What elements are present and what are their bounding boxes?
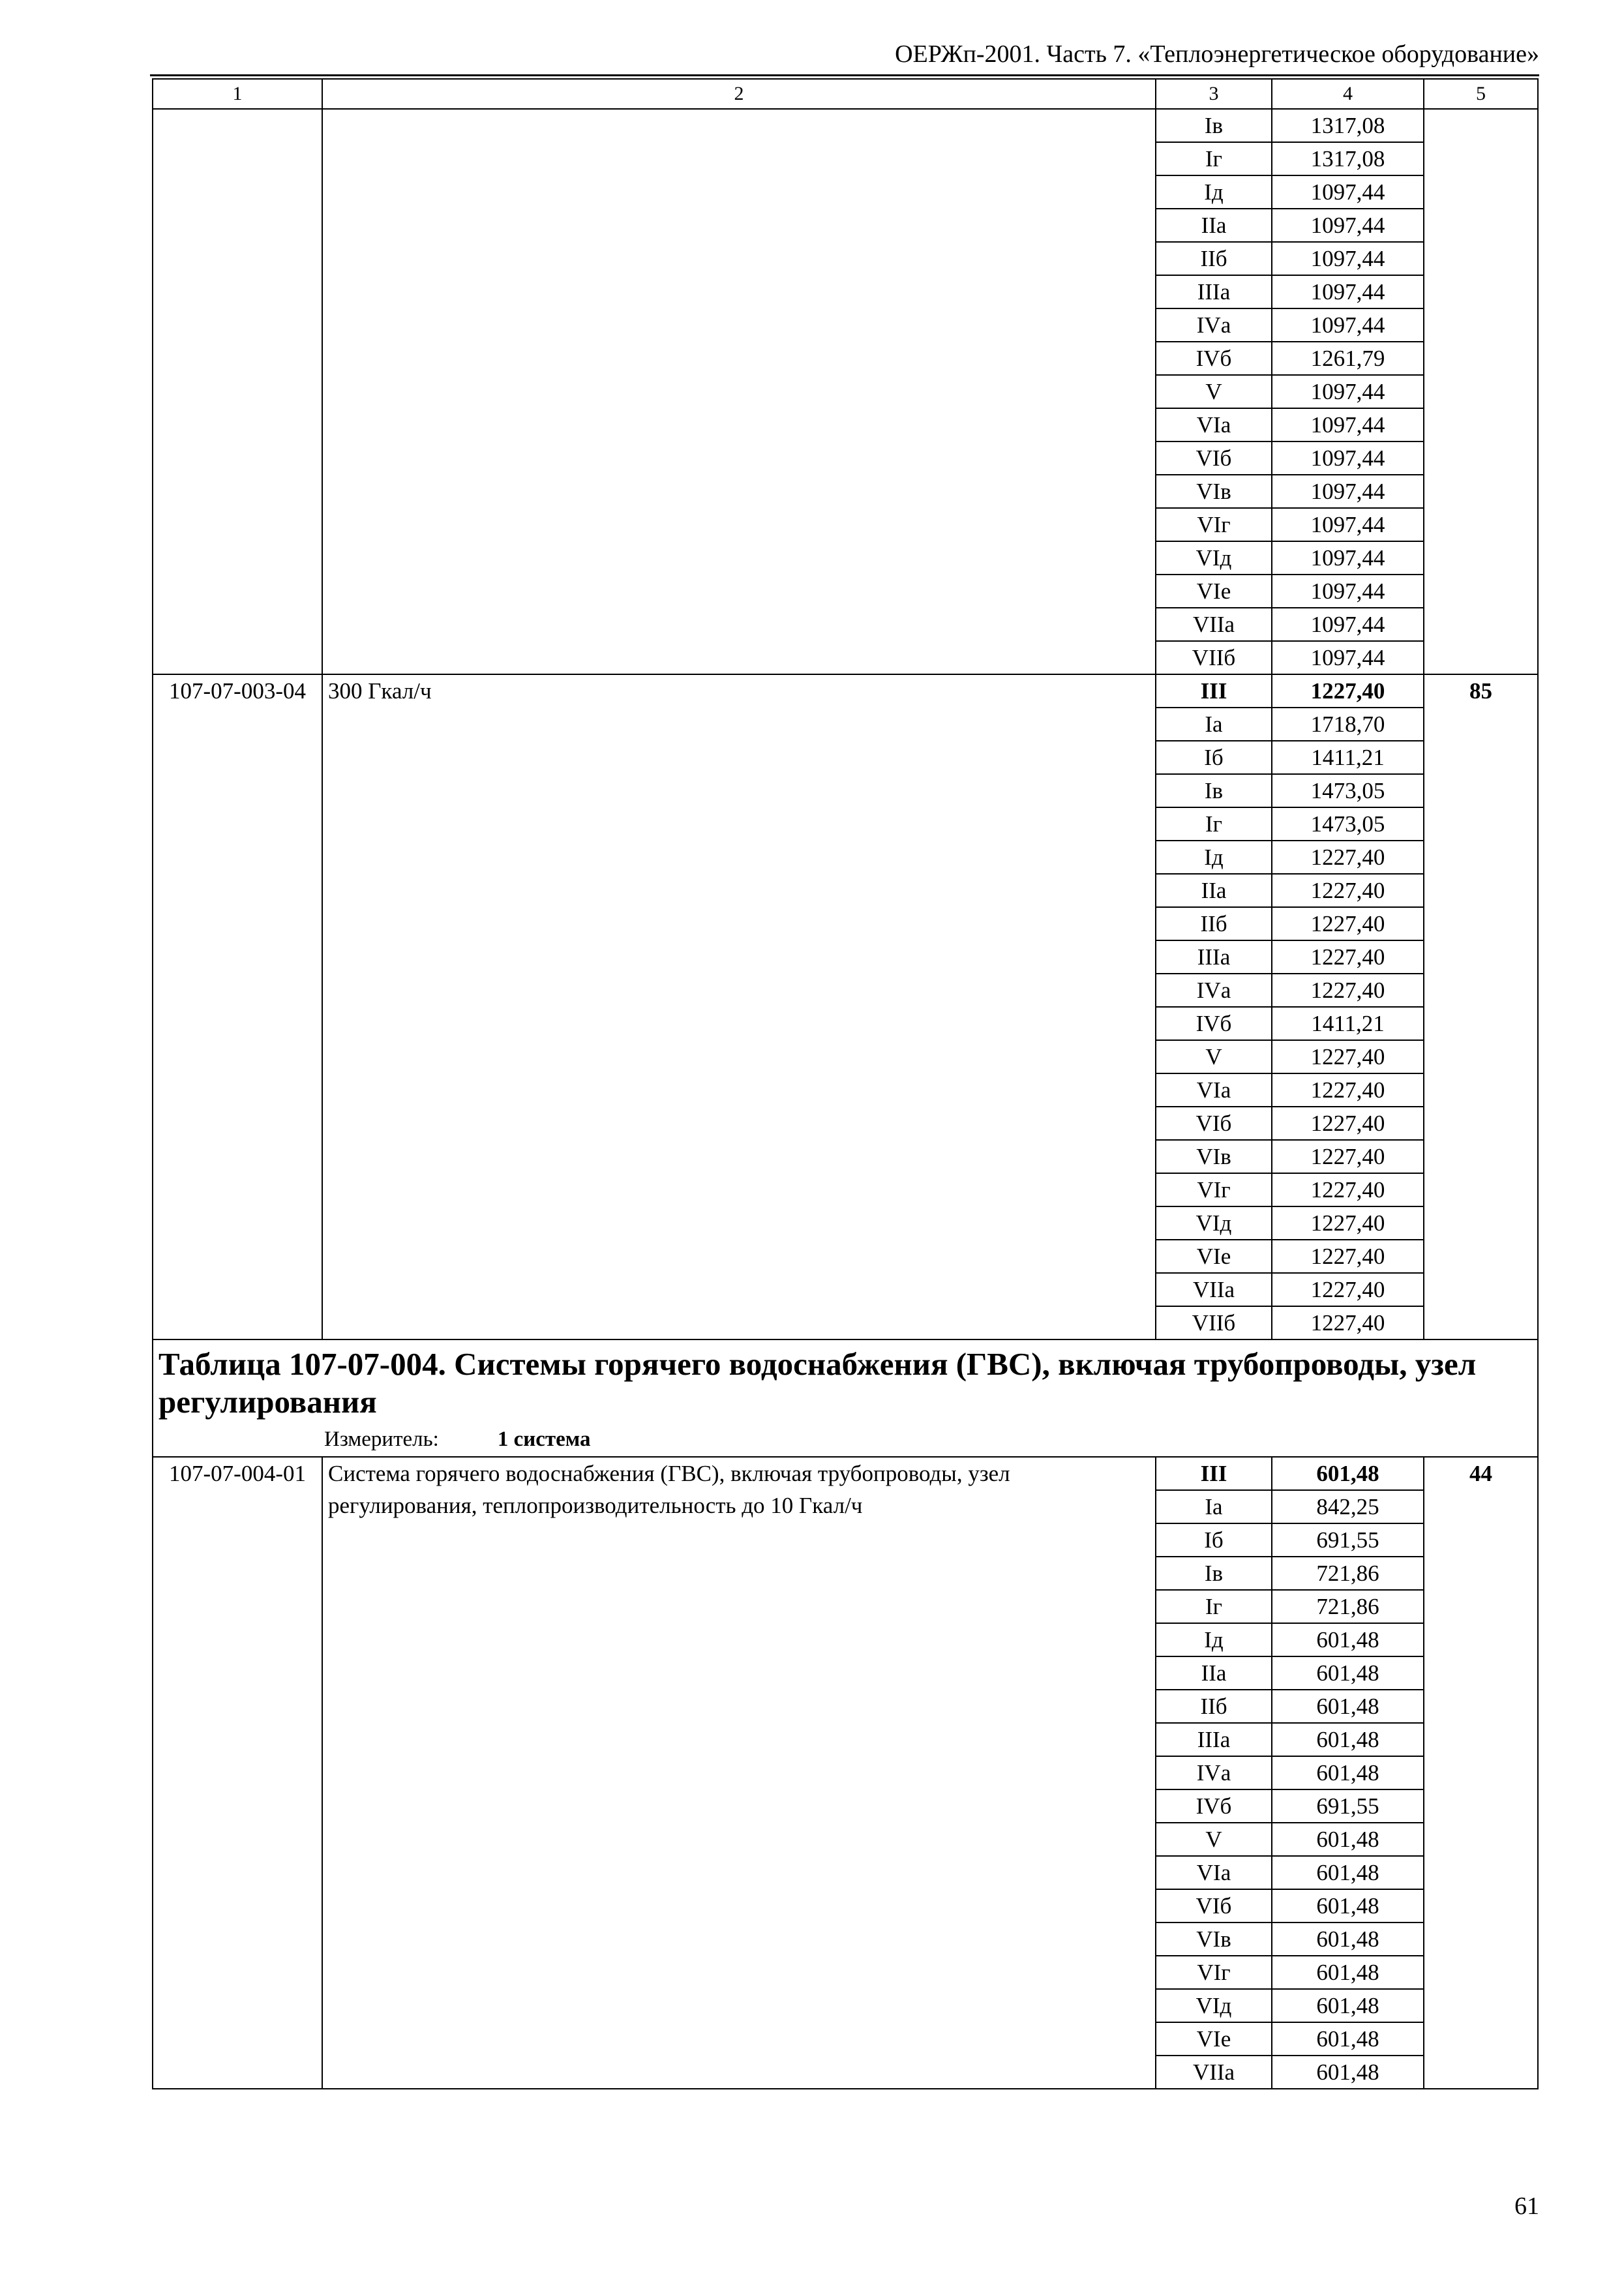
price-cell: 1097,44 <box>1272 641 1424 674</box>
zone-cell: Iд <box>1156 841 1272 874</box>
zone-cell: IVб <box>1156 342 1272 375</box>
price-cell: 601,48 <box>1272 1457 1424 1490</box>
table-title: Таблица 107-07-004. Системы горячего водоснабжения (ГВС), включая трубопроводы, узел регулирования <box>158 1346 1477 1420</box>
price-cell: 1097,44 <box>1272 175 1424 209</box>
price-cell: 1473,05 <box>1272 774 1424 807</box>
zone-cell: Iб <box>1156 1523 1272 1557</box>
price-cell: 1227,40 <box>1272 1306 1424 1339</box>
measurer-value: 1 система <box>497 1428 591 1451</box>
price-table <box>152 78 1539 2089</box>
price-cell: 601,48 <box>1272 2022 1424 2056</box>
price-cell: 721,86 <box>1272 1557 1424 1590</box>
price-cell: 1097,44 <box>1272 441 1424 475</box>
rate-description: Система горячего водоснабжения (ГВС), включая трубопроводы, узел регулирования, теплопроизводительность до 10 Гкал/ч <box>322 1457 1156 2089</box>
zone-cell: VIг <box>1156 1956 1272 1989</box>
zone-cell: Iд <box>1156 1623 1272 1656</box>
zone-cell: VIб <box>1156 1889 1272 1922</box>
price-cell: 1473,05 <box>1272 807 1424 841</box>
rate-code: 107-07-004-01 <box>153 1457 322 2089</box>
price-cell: 601,48 <box>1272 1856 1424 1889</box>
price-cell: 1097,44 <box>1272 275 1424 308</box>
price-cell: 601,48 <box>1272 1922 1424 1956</box>
zone-cell: VIд <box>1156 1206 1272 1240</box>
zone-cell: Iд <box>1156 175 1272 209</box>
zone-cell: Iа <box>1156 1490 1272 1523</box>
price-cell: 1097,44 <box>1272 308 1424 342</box>
price-cell: 721,86 <box>1272 1590 1424 1623</box>
column-number-row <box>153 79 1538 109</box>
price-cell: 601,48 <box>1272 1756 1424 1789</box>
zone-cell: VIIа <box>1156 608 1272 641</box>
zone-cell: VIе <box>1156 1240 1272 1273</box>
price-cell: 1097,44 <box>1272 608 1424 641</box>
price-cell: 1227,40 <box>1272 974 1424 1007</box>
page-number: 61 <box>1514 2192 1539 2220</box>
price-cell: 1227,40 <box>1272 1040 1424 1073</box>
zone-cell: IIа <box>1156 1656 1272 1690</box>
zone-cell: VIб <box>1156 441 1272 475</box>
zone-cell: VIIб <box>1156 1306 1272 1339</box>
measurer-line <box>153 1421 1537 1456</box>
zone-cell: VIIб <box>1156 641 1272 674</box>
zone-cell: VIд <box>1156 541 1272 575</box>
price-cell: 1097,44 <box>1272 209 1424 242</box>
zone-cell: IIIа <box>1156 940 1272 974</box>
price-cell: 1411,21 <box>1272 741 1424 774</box>
measurer-label: Измеритель: <box>324 1428 439 1451</box>
running-header: ОЕРЖп-2001. Часть 7. «Теплоэнергетическое оборудование» <box>895 40 1539 68</box>
zone-cell: IIIа <box>1156 275 1272 308</box>
price-cell: 1097,44 <box>1272 408 1424 441</box>
zone-cell: Iа <box>1156 708 1272 741</box>
zone-cell: Iв <box>1156 1557 1272 1590</box>
table-row <box>153 674 1538 708</box>
price-cell: 1097,44 <box>1272 375 1424 408</box>
price-cell: 601,48 <box>1272 1989 1424 2022</box>
zone-cell: Iг <box>1156 142 1272 175</box>
labor-cell: 44 <box>1424 1457 1538 2089</box>
price-cell: 1097,44 <box>1272 575 1424 608</box>
rate-description: 300 Гкал/ч <box>322 674 1156 1339</box>
zone-cell: IVа <box>1156 974 1272 1007</box>
zone-cell: Iв <box>1156 109 1272 142</box>
zone-cell: IVб <box>1156 1789 1272 1823</box>
zone-cell: VIа <box>1156 408 1272 441</box>
price-cell: 1227,40 <box>1272 1173 1424 1206</box>
rate-code <box>153 109 322 674</box>
zone-cell: IVа <box>1156 1756 1272 1789</box>
zone-cell: III <box>1156 1457 1272 1490</box>
price-cell: 1227,40 <box>1272 1206 1424 1240</box>
zone-cell: VIа <box>1156 1856 1272 1889</box>
zone-cell: IIIа <box>1156 1723 1272 1756</box>
rate-code: 107-07-003-04 <box>153 674 322 1339</box>
price-cell: 1227,40 <box>1272 1273 1424 1306</box>
price-cell: 1227,40 <box>1272 1140 1424 1173</box>
price-cell: 601,48 <box>1272 2056 1424 2089</box>
price-cell: 601,48 <box>1272 1823 1424 1856</box>
price-cell: 1411,21 <box>1272 1007 1424 1040</box>
labor-cell: 85 <box>1424 674 1538 1339</box>
zone-cell: VIб <box>1156 1107 1272 1140</box>
table-body <box>153 79 1538 2089</box>
price-cell: 842,25 <box>1272 1490 1424 1523</box>
zone-cell: VIIа <box>1156 1273 1272 1306</box>
price-cell: 1227,40 <box>1272 1107 1424 1140</box>
price-cell: 1227,40 <box>1272 907 1424 940</box>
price-cell: 1317,08 <box>1272 109 1424 142</box>
price-cell: 691,55 <box>1272 1523 1424 1557</box>
zone-cell: IIа <box>1156 874 1272 907</box>
price-cell: 1097,44 <box>1272 475 1424 508</box>
zone-cell: VIа <box>1156 1073 1272 1107</box>
rate-description <box>322 109 1156 674</box>
price-cell: 1097,44 <box>1272 541 1424 575</box>
zone-cell: VIв <box>1156 1140 1272 1173</box>
zone-cell: Iг <box>1156 1590 1272 1623</box>
price-cell: 1227,40 <box>1272 674 1424 708</box>
zone-cell: VIд <box>1156 1989 1272 2022</box>
price-cell: 601,48 <box>1272 1889 1424 1922</box>
price-cell: 601,48 <box>1272 1723 1424 1756</box>
price-cell: 601,48 <box>1272 1656 1424 1690</box>
zone-cell: IIа <box>1156 209 1272 242</box>
column-number: 5 <box>1424 79 1538 109</box>
zone-cell: VIIа <box>1156 2056 1272 2089</box>
price-cell: 1227,40 <box>1272 1073 1424 1107</box>
price-cell: 691,55 <box>1272 1789 1424 1823</box>
labor-cell <box>1424 109 1538 674</box>
header-rule <box>150 74 1539 76</box>
zone-cell: Iб <box>1156 741 1272 774</box>
zone-cell: III <box>1156 674 1272 708</box>
price-cell: 601,48 <box>1272 1956 1424 1989</box>
zone-cell: Iг <box>1156 807 1272 841</box>
zone-cell: IIб <box>1156 907 1272 940</box>
zone-cell: IVб <box>1156 1007 1272 1040</box>
zone-cell: VIг <box>1156 1173 1272 1206</box>
zone-cell: VIв <box>1156 475 1272 508</box>
price-cell: 601,48 <box>1272 1690 1424 1723</box>
price-cell: 601,48 <box>1272 1623 1424 1656</box>
zone-cell: VIг <box>1156 508 1272 541</box>
zone-cell: IIб <box>1156 242 1272 275</box>
zone-cell: VIв <box>1156 1922 1272 1956</box>
column-number: 2 <box>322 79 1156 109</box>
zone-cell: V <box>1156 1040 1272 1073</box>
price-cell: 1097,44 <box>1272 242 1424 275</box>
section-heading <box>153 1339 1538 1457</box>
price-cell: 1718,70 <box>1272 708 1424 741</box>
price-cell: 1261,79 <box>1272 342 1424 375</box>
section-heading-row <box>153 1339 1538 1457</box>
price-cell: 1317,08 <box>1272 142 1424 175</box>
table-row <box>153 109 1538 142</box>
column-number: 3 <box>1156 79 1272 109</box>
column-number: 4 <box>1272 79 1424 109</box>
price-cell: 1227,40 <box>1272 874 1424 907</box>
column-number: 1 <box>153 79 322 109</box>
zone-cell: IVа <box>1156 308 1272 342</box>
zone-cell: VIе <box>1156 2022 1272 2056</box>
price-cell: 1097,44 <box>1272 508 1424 541</box>
price-cell: 1227,40 <box>1272 841 1424 874</box>
zone-cell: V <box>1156 375 1272 408</box>
table-row <box>153 1457 1538 1490</box>
zone-cell: V <box>1156 1823 1272 1856</box>
price-cell: 1227,40 <box>1272 940 1424 974</box>
price-cell: 1227,40 <box>1272 1240 1424 1273</box>
zone-cell: Iв <box>1156 774 1272 807</box>
zone-cell: VIе <box>1156 575 1272 608</box>
zone-cell: IIб <box>1156 1690 1272 1723</box>
